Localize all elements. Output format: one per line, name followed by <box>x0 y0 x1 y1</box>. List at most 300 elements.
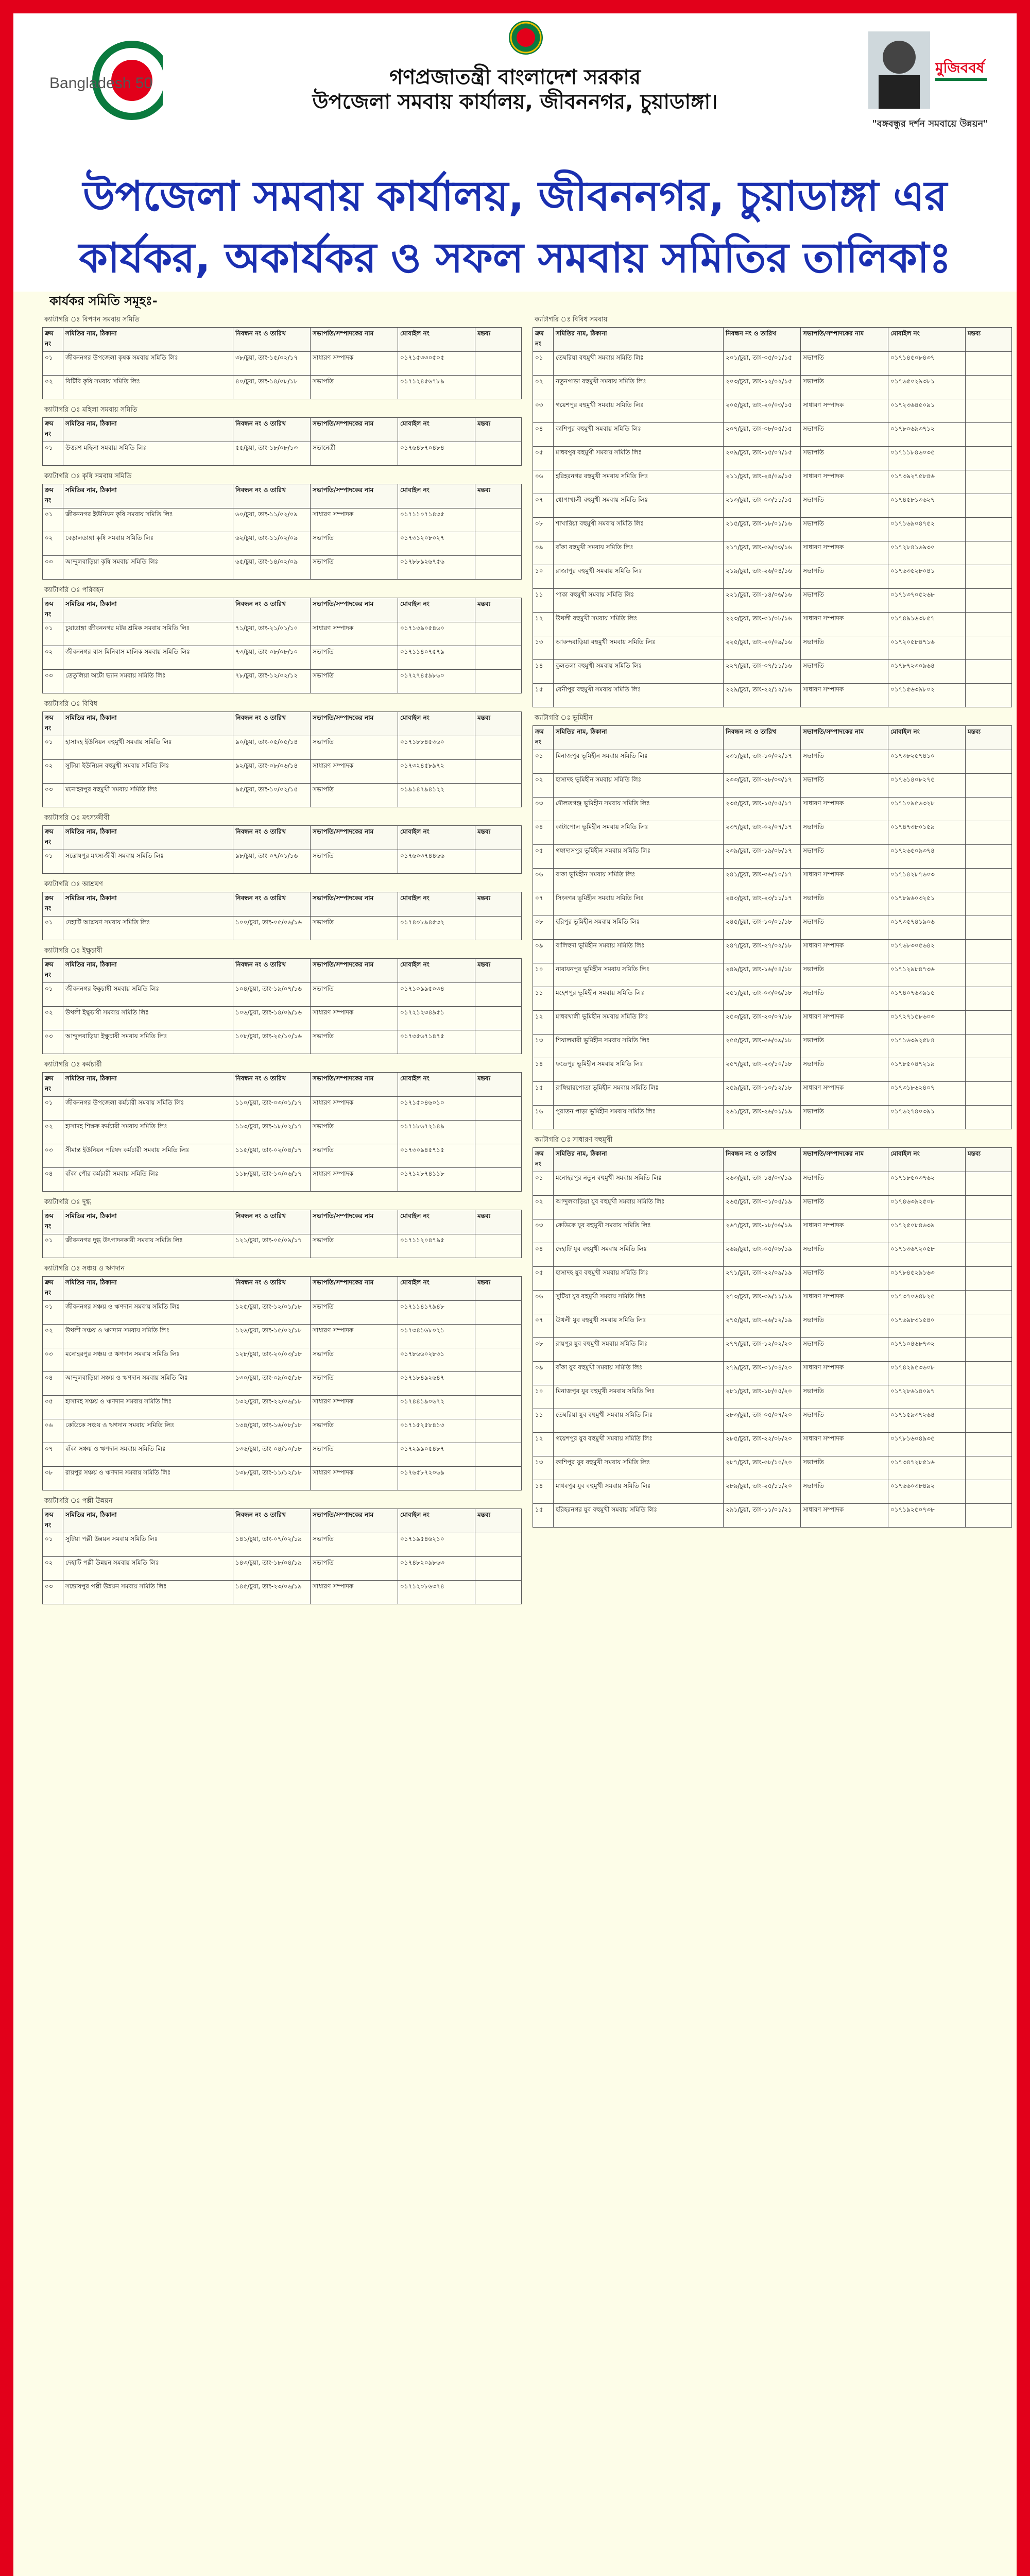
mujib-logo-text: মুজিববর্ষ <box>935 59 985 76</box>
officer-cell: সভাপতি <box>801 447 888 470</box>
remarks-cell <box>966 518 1012 541</box>
serial-cell: ১৪ <box>533 660 554 684</box>
table-row <box>533 821 1012 845</box>
category-group <box>533 312 1011 707</box>
mobile-cell: ০১৭৩১৮৬২৪০৭ <box>888 1082 966 1106</box>
society-name-cell: বেড়ালডাঙ্গা কৃষি সমবায় সমিতি লিঃ <box>63 532 233 556</box>
table-row <box>43 917 522 940</box>
serial-cell: ০৬ <box>43 1419 63 1443</box>
serial-cell: ০৯ <box>533 940 554 963</box>
registration-cell: ১০৪/চুয়া, তাং-১৯/০৭/১৬ <box>233 983 311 1007</box>
registration-cell: ৬০/চুয়া, তাং-১১/০২/০৯ <box>233 509 311 532</box>
serial-cell: ০১ <box>43 983 63 1007</box>
serial-cell: ১৫ <box>533 1082 554 1106</box>
table-row <box>533 845 1012 869</box>
remarks-cell <box>966 798 1012 821</box>
column-header: ক্রম নং <box>43 328 63 352</box>
table-row <box>533 1291 1012 1314</box>
table-row <box>533 1480 1012 1504</box>
society-table <box>42 1509 522 1604</box>
category-label: ক্যাটাগরি ঃ সাধারণ বহুমুখী <box>535 1136 613 1144</box>
table-row <box>43 1168 522 1192</box>
mobile-cell: ০১৭৬৫৮৭২০৬৯ <box>398 1467 475 1490</box>
column-header: ক্রম নং <box>43 598 63 622</box>
column-header: মন্তব্য <box>475 418 522 442</box>
column-header: মোবাইল নং <box>888 726 966 750</box>
column-header: মন্তব্য <box>966 1148 1012 1172</box>
table-row <box>533 1433 1012 1456</box>
serial-cell: ০১ <box>43 352 63 376</box>
column-header: সমিতির নাম, ঠিকানা <box>554 328 724 352</box>
officer-cell: সভাপতি <box>311 1533 398 1557</box>
table-header-row <box>43 826 522 850</box>
column-header: সভাপতি/সম্পাদকের নাম <box>311 892 398 917</box>
category-label: ক্যাটাগরি ঃ বিপণন সমবায় সমিতি <box>44 316 140 324</box>
officer-cell: সাধারণ সম্পাদক <box>311 1007 398 1030</box>
serial-cell: ০৫ <box>533 447 554 470</box>
mobile-cell: ০১৭৬৯৮৩১৫৪০ <box>888 1314 966 1338</box>
column-header: মোবাইল নং <box>398 1210 475 1234</box>
remarks-cell <box>966 352 1012 376</box>
mobile-cell: ০১৭১০৯৫৬৩২৮ <box>888 798 966 821</box>
officer-cell: সভাপতি <box>311 1144 398 1168</box>
serial-cell: ০৩ <box>43 1144 63 1168</box>
remarks-cell <box>966 1338 1012 1362</box>
mobile-cell: ০১৭৮৯৬০৩২৫১ <box>888 892 966 916</box>
column-header: সভাপতি/সম্পাদকের নাম <box>801 726 888 750</box>
mobile-cell: ০১৭৬৫০২৯৩৮১ <box>888 376 966 399</box>
society-name-cell: জীবননগর উপজেলা কৃষক সমবায় সমিতি লিঃ <box>63 352 233 376</box>
registration-cell: ২৪৭/চুয়া, তাং-২৭/০২/১৮ <box>724 940 801 963</box>
column-header: সমিতির নাম, ঠিকানা <box>554 726 724 750</box>
column-header: মন্তব্য <box>475 959 522 983</box>
officer-cell: সভাপতি <box>801 660 888 684</box>
table-header-row <box>533 1148 1012 1172</box>
officer-cell: সাধারণ সম্পাদক <box>311 1168 398 1192</box>
column-header: সমিতির নাম, ঠিকানা <box>63 598 233 622</box>
active-societies-heading: কার্যকর সমিতি সমূহঃ- <box>49 294 158 308</box>
officer-cell: সভাপতি <box>801 1058 888 1082</box>
page-title-line-2: কার্যকর, অকার্যকর ও সফল সমবায় সমিতির তালিকাঃ <box>79 234 951 282</box>
society-name-cell: কুলতলা বহুমুখী সমবায় সমিতি লিঃ <box>554 660 724 684</box>
registration-cell: ২৭৩/চুয়া, তাং-০৯/১১/১৯ <box>724 1291 801 1314</box>
officer-cell: সভাপতি <box>801 589 888 613</box>
category-label: ক্যাটাগরি ঃ দুগ্ধ <box>44 1198 91 1206</box>
mobile-cell: ০১৭১২৪৫৬৭৮৯ <box>398 376 475 399</box>
mobile-cell: ০১৭১৫২৫৮৪১৩ <box>398 1419 475 1443</box>
registration-cell: ২৪৫/চুয়া, তাং-১০/০১/১৮ <box>724 916 801 940</box>
table-header-row <box>43 328 522 352</box>
table-row <box>533 1219 1012 1243</box>
serial-cell: ০৪ <box>533 423 554 447</box>
table-row <box>533 565 1012 589</box>
officer-cell: সভাপতি <box>801 352 888 376</box>
society-name-cell: বাঁকা সঞ্চয় ও ঋণদান সমবায় সমিতি লিঃ <box>63 1443 233 1467</box>
column-header: সমিতির নাম, ঠিকানা <box>63 328 233 352</box>
society-name-cell: মিনাজপুর যুব বহুমুখী সমবায় সমিতি লিঃ <box>554 1385 724 1409</box>
category-label: ক্যাটাগরি ঃ আশ্রয়ণ <box>44 880 103 888</box>
serial-cell: ০৫ <box>43 1396 63 1419</box>
registration-cell: ১২৫/চুয়া, তাং-১২/০১/১৮ <box>233 1301 311 1325</box>
category-group <box>42 402 521 466</box>
table-row <box>533 1082 1012 1106</box>
column-header: সভাপতি/সম্পাদকের নাম <box>311 484 398 509</box>
serial-cell: ১২ <box>533 1433 554 1456</box>
column-header: সভাপতি/সম্পাদকের নাম <box>311 598 398 622</box>
table-row <box>533 684 1012 707</box>
serial-cell: ০৭ <box>533 892 554 916</box>
mobile-cell: ০১৭১৫৩৩০৫০৫ <box>398 352 475 376</box>
remarks-cell <box>966 869 1012 892</box>
mobile-cell: ০১৭১৯২৫০৭৩৮ <box>888 1504 966 1528</box>
registration-cell: ২১৩/চুয়া, তাং-০৩/১১/১৫ <box>724 494 801 518</box>
registration-cell: ২৫৫/চুয়া, তাং-০৬/০৯/১৮ <box>724 1035 801 1058</box>
table-row <box>43 1348 522 1372</box>
mobile-cell: ০১৭৩৪১৬৮০২১ <box>398 1325 475 1348</box>
column-header: ক্রম নং <box>43 712 63 736</box>
serial-cell: ০৮ <box>533 916 554 940</box>
remarks-cell <box>475 1301 522 1325</box>
society-name-cell: সুটিয়া যুব বহুমুখী সমবায় সমিতি লিঃ <box>554 1291 724 1314</box>
society-name-cell: দেহাটি আশ্রয়ণ সমবায় সমিতি লিঃ <box>63 917 233 940</box>
table-header-row <box>43 418 522 442</box>
officer-cell: সাধারণ সম্পাদক <box>311 622 398 646</box>
table-row <box>533 423 1012 447</box>
registration-cell: ২০৭/চুয়া, তাং-০৮/০৫/১৫ <box>724 423 801 447</box>
officer-cell: সভাপতি <box>311 850 398 874</box>
serial-cell: ০১ <box>43 509 63 532</box>
serial-cell: ০৪ <box>533 821 554 845</box>
mobile-cell: ০১৭১১৪০৭৫৭৯ <box>398 646 475 670</box>
society-name-cell: তেঘরিয়া বহুমুখী সমবায় সমিতি লিঃ <box>554 352 724 376</box>
serial-cell: ১২ <box>533 613 554 636</box>
society-name-cell: সুটিয়া ইউনিয়ন বহুমুখী সমবায় সমিতি লিঃ <box>63 760 233 784</box>
serial-cell: ০৩ <box>533 399 554 423</box>
society-name-cell: হরিপুর ভূমিহীন সমবায় সমিতি লিঃ <box>554 916 724 940</box>
society-table <box>42 484 522 580</box>
officer-cell: সাধারণ সম্পাদক <box>311 1325 398 1348</box>
column-header: মন্তব্য <box>475 1277 522 1301</box>
registration-cell: ২৪৯/চুয়া, তাং-১৬/০৪/১৮ <box>724 963 801 987</box>
mobile-cell: ০১৭৮৭২৩০৯৬৪ <box>888 660 966 684</box>
society-name-cell: জীবননগর উপজেলা কর্মচারী সমবায় সমিতি লিঃ <box>63 1097 233 1121</box>
serial-cell: ০৮ <box>533 518 554 541</box>
column-header: ক্রম নং <box>533 726 554 750</box>
remarks-cell <box>966 565 1012 589</box>
table-row <box>43 1121 522 1144</box>
registration-cell: ২৭৭/চুয়া, তাং-১২/০২/২০ <box>724 1338 801 1362</box>
mobile-cell: ০১৭৩৫৭৪১৯০৬ <box>888 916 966 940</box>
remarks-cell <box>966 845 1012 869</box>
society-name-cell: চুয়াডাঙ্গা জীবননগর মটর শ্রমিক সমবায় সমিতি লিঃ <box>63 622 233 646</box>
registration-cell: ২৩১/চুয়া, তাং-১০/০২/১৭ <box>724 750 801 774</box>
serial-cell: ১১ <box>533 589 554 613</box>
officer-cell: সভাপতি <box>311 556 398 580</box>
society-name-cell: পাকা বহুমুখী সমবায় সমিতি লিঃ <box>554 589 724 613</box>
table-row <box>533 774 1012 798</box>
registration-cell: ২০৩/চুয়া, তাং-১২/০২/১৫ <box>724 376 801 399</box>
serial-cell: ০৩ <box>43 1030 63 1054</box>
column-header: সভাপতি/সম্পাদকের নাম <box>311 1509 398 1533</box>
society-name-cell: মনোহরপুর নতুন বহুমুখী সমবায় সমিতি লিঃ <box>554 1172 724 1196</box>
mobile-cell: ০১৭৪২৯৫৩৬০৮ <box>888 1362 966 1385</box>
header <box>13 13 1017 292</box>
remarks-cell <box>966 1385 1012 1409</box>
remarks-cell <box>966 684 1012 707</box>
society-name-cell: হাসাদহ ভূমিহীন সমবায় সমিতি লিঃ <box>554 774 724 798</box>
officer-cell: সভাপতি <box>801 1035 888 1058</box>
officer-cell: সভাপতি <box>311 784 398 807</box>
slogan-text: "বঙ্গবন্ধুর দর্শন সমবায়ে উন্নয়ন" <box>872 118 988 129</box>
column-header: মন্তব্য <box>475 1210 522 1234</box>
serial-cell: ০৬ <box>533 1291 554 1314</box>
mobile-cell: ০১৭৮৫০৪৭২১৯ <box>888 1058 966 1082</box>
serial-cell: ১০ <box>533 565 554 589</box>
officer-cell: সভাপতি <box>311 983 398 1007</box>
officer-cell: সভানেত্রী <box>311 442 398 466</box>
table-row <box>43 1443 522 1467</box>
column-header: ক্রম নং <box>533 328 554 352</box>
column-header: মন্তব্য <box>475 598 522 622</box>
column-header: সমিতির নাম, ঠিকানা <box>63 826 233 850</box>
remarks-cell <box>475 1443 522 1467</box>
remarks-cell <box>966 1504 1012 1528</box>
column-header: মোবাইল নং <box>888 1148 966 1172</box>
mobile-cell: ০১৭১৫৯৩৭২৬৪ <box>888 1409 966 1433</box>
serial-cell: ০৪ <box>43 1372 63 1396</box>
remarks-cell <box>475 532 522 556</box>
serial-cell: ১৬ <box>533 1106 554 1129</box>
officer-cell: সভাপতি <box>801 774 888 798</box>
mobile-cell: ০১৭৪৬৩৯২৫০৮ <box>888 1196 966 1219</box>
remarks-cell <box>966 447 1012 470</box>
remarks-cell <box>966 1082 1012 1106</box>
table-header-row <box>43 712 522 736</box>
mobile-cell: ০১৭৪৪১৯০৬৭২ <box>398 1396 475 1419</box>
officer-cell: সভাপতি <box>311 1557 398 1581</box>
society-name-cell: আন্দুলবাড়িয়া কৃষি সমবায় সমিতি লিঃ <box>63 556 233 580</box>
serial-cell: ০১ <box>43 1533 63 1557</box>
society-name-cell: গঙ্গাদাসপুর ভূমিহীন সমবায় সমিতি লিঃ <box>554 845 724 869</box>
mobile-cell: ০১৭৮৪৫২৯১৬৩ <box>888 1267 966 1291</box>
remarks-cell <box>475 442 522 466</box>
serial-cell: ০২ <box>43 1557 63 1581</box>
column-header: মন্তব্য <box>475 1073 522 1097</box>
mobile-cell: ০১৭৪৭৩৮০১৫৯ <box>888 821 966 845</box>
registration-cell: ২৪৩/চুয়া, তাং-২৩/১১/১৭ <box>724 892 801 916</box>
table-row <box>43 850 522 874</box>
registration-cell: ২৮৭/চুয়া, তাং-০৮/১০/২০ <box>724 1456 801 1480</box>
column-header: মোবাইল নং <box>398 826 475 850</box>
table-header-row <box>43 598 522 622</box>
officer-cell: সভাপতি <box>311 670 398 693</box>
column-header: মোবাইল নং <box>398 892 475 917</box>
mobile-cell: ০১৭৬১৪০৮২৭৫ <box>888 774 966 798</box>
column-header: নিবন্ধন নং ও তারিখ <box>233 826 311 850</box>
remarks-cell <box>966 1172 1012 1196</box>
remarks-cell <box>966 1011 1012 1035</box>
serial-cell: ০১ <box>43 442 63 466</box>
remarks-cell <box>475 760 522 784</box>
serial-cell: ১২ <box>533 1011 554 1035</box>
registration-cell: ২৫১/চুয়া, তাং-০৩/০৬/১৮ <box>724 987 801 1011</box>
serial-cell: ০২ <box>533 774 554 798</box>
registration-cell: ২৬৩/চুয়া, তাং-১৪/০৩/১৯ <box>724 1172 801 1196</box>
serial-cell: ০৩ <box>43 1581 63 1604</box>
society-name-cell: মাধবখালী ভূমিহীন সমবায় সমিতি লিঃ <box>554 1011 724 1035</box>
society-name-cell: দেহাটি পল্লী উন্নয়ন সমবায় সমিতি লিঃ <box>63 1557 233 1581</box>
society-name-cell: বালিহুদা ভূমিহীন সমবায় সমিতি লিঃ <box>554 940 724 963</box>
registration-cell: ২৬১/চুয়া, তাং-২৬/০১/১৯ <box>724 1106 801 1129</box>
society-name-cell: কেডিকে সঞ্চয় ও ঋণদান সমবায় সমিতি লিঃ <box>63 1419 233 1443</box>
column-header: মোবাইল নং <box>398 418 475 442</box>
society-name-cell: কেডিকে যুব বহুমুখী সমবায় সমিতি লিঃ <box>554 1219 724 1243</box>
table-row <box>43 1007 522 1030</box>
society-name-cell: আন্দুলবাড়িয়া ইক্ষুচাষী সমবায় সমিতি লিঃ <box>63 1030 233 1054</box>
registration-cell: ২৭১/চুয়া, তাং-২২/০৯/১৯ <box>724 1267 801 1291</box>
remarks-cell <box>966 1035 1012 1058</box>
registration-cell: ১৪৫/চুয়া, তাং-২৩/০৬/১৯ <box>233 1581 311 1604</box>
registration-cell: ২০১/চুয়া, তাং-০৫/০১/১৫ <box>724 352 801 376</box>
table-row <box>43 1097 522 1121</box>
mobile-cell: ০১৭১১৪১৭৯৪৮ <box>398 1301 475 1325</box>
left-column <box>42 312 521 1607</box>
remarks-cell <box>966 1456 1012 1480</box>
officer-cell: সভাপতি <box>311 1372 398 1396</box>
remarks-cell <box>966 1362 1012 1385</box>
mobile-cell: ০১৯১৪৭৯৪১২২ <box>398 784 475 807</box>
serial-cell: ০৭ <box>533 1314 554 1338</box>
serial-cell: ০১ <box>533 1172 554 1196</box>
remarks-cell <box>475 1325 522 1348</box>
table-row <box>43 1467 522 1490</box>
mobile-cell: ০১৭১৩৯০৫৪৬০ <box>398 622 475 646</box>
registration-cell: ২১১/চুয়া, তাং-২৪/০৯/১৫ <box>724 470 801 494</box>
serial-cell: ০৩ <box>533 798 554 821</box>
officer-cell: সভাপতি <box>311 1348 398 1372</box>
registration-cell: ২৮৩/চুয়া, তাং-০৫/০৭/২০ <box>724 1409 801 1433</box>
registration-cell: ২৭৯/চুয়া, তাং-০১/০৪/২০ <box>724 1362 801 1385</box>
mobile-cell: ০১৭৬২৭৪০৩৯১ <box>888 1106 966 1129</box>
table-row <box>43 1372 522 1396</box>
officer-cell: সভাপতি <box>801 892 888 916</box>
society-name-cell: বাঁকা যুব বহুমুখী সমবায় সমিতি লিঃ <box>554 1362 724 1385</box>
column-header: মোবাইল নং <box>398 959 475 983</box>
society-table <box>42 958 522 1054</box>
remarks-cell <box>475 556 522 580</box>
officer-cell: সাধারণ সম্পাদক <box>801 869 888 892</box>
remarks-cell <box>966 963 1012 987</box>
officer-cell: সাধারণ সম্পাদক <box>311 1581 398 1604</box>
registration-cell: ১০৮/চুয়া, তাং-২৫/১০/১৬ <box>233 1030 311 1054</box>
remarks-cell <box>475 352 522 376</box>
column-header: মন্তব্য <box>966 328 1012 352</box>
registration-cell: ১১৮/চুয়া, তাং-১০/০৬/১৭ <box>233 1168 311 1192</box>
society-name-cell: সন্তোষপুর পল্লী উন্নয়ন সমবায় সমিতি লিঃ <box>63 1581 233 1604</box>
registration-cell: ২০৯/চুয়া, তাং-১৫/০৭/১৫ <box>724 447 801 470</box>
page-title-line-1: উপজেলা সমবায় কার্যালয়, জীবননগর, চুয়াডাঙ্গা এর <box>82 172 948 220</box>
table-row <box>533 660 1012 684</box>
table-row <box>43 509 522 532</box>
society-name-cell: রাজাপুর বহুমুখী সমবায় সমিতি লিঃ <box>554 565 724 589</box>
mobile-cell: ০১৭১০৯৯৫০৩৪ <box>398 983 475 1007</box>
table-row <box>43 532 522 556</box>
column-header: ক্রম নং <box>43 959 63 983</box>
remarks-cell <box>475 1581 522 1604</box>
remarks-cell <box>966 423 1012 447</box>
serial-cell: ০১ <box>43 1301 63 1325</box>
serial-cell: ০২ <box>43 1325 63 1348</box>
registration-cell: ১০০/চুয়া, তাং-০৫/০৬/১৬ <box>233 917 311 940</box>
officer-cell: সভাপতি <box>311 532 398 556</box>
column-header: ক্রম নং <box>43 1509 63 1533</box>
society-table <box>42 825 522 874</box>
officer-cell: সাধারণ সম্পাদক <box>801 1362 888 1385</box>
serial-cell: ১৩ <box>533 1035 554 1058</box>
category-label: ক্যাটাগরি ঃ কৃষি সমবায় সমিতি <box>44 472 132 480</box>
registration-cell: ২২১/চুয়া, তাং-১৪/০৬/১৬ <box>724 589 801 613</box>
society-table <box>42 892 522 940</box>
category-group <box>42 877 521 940</box>
serial-cell: ০৪ <box>533 1243 554 1267</box>
serial-cell: ০২ <box>43 1007 63 1030</box>
mobile-cell: ০১৭৪৫৮১৩৬২৭ <box>888 494 966 518</box>
serial-cell: ১৩ <box>533 1456 554 1480</box>
remarks-cell <box>475 1348 522 1372</box>
table-row <box>533 518 1012 541</box>
society-name-cell: মনোহরপুর সঞ্চয় ও ঋণদান সমবায় সমিতি লিঃ <box>63 1348 233 1372</box>
column-header: সমিতির নাম, ঠিকানা <box>63 712 233 736</box>
mobile-cell: ০১৭২৭১৫৮৬০৩ <box>888 1011 966 1035</box>
remarks-cell <box>966 1433 1012 1456</box>
officer-cell: সাধারণ সম্পাদক <box>801 1291 888 1314</box>
column-header: ক্রম নং <box>43 1210 63 1234</box>
column-header: নিবন্ধন নং ও তারিখ <box>233 1509 311 1533</box>
society-name-cell: বাঁকা বহুমুখী সমবায় সমিতি লিঃ <box>554 541 724 565</box>
category-label: ক্যাটাগরি ঃ ইক্ষুচাষী <box>44 947 102 955</box>
table-row <box>43 1533 522 1557</box>
mobile-cell: ০১৭৩৪৭২৮৫১৬ <box>888 1456 966 1480</box>
table-row <box>533 1504 1012 1528</box>
remarks-cell <box>475 646 522 670</box>
table-row <box>533 1409 1012 1433</box>
registration-cell: ২৩৭/চুয়া, তাং-০২/০৭/১৭ <box>724 821 801 845</box>
serial-cell: ০১ <box>43 736 63 760</box>
society-table <box>42 711 522 807</box>
serial-cell: ০৭ <box>43 1443 63 1467</box>
society-name-cell: জীবননগর সঞ্চয় ও ঋণদান সমবায় সমিতি লিঃ <box>63 1301 233 1325</box>
column-header: মোবাইল নং <box>398 328 475 352</box>
table-row <box>533 470 1012 494</box>
remarks-cell <box>966 399 1012 423</box>
column-header: সমিতির নাম, ঠিকানা <box>63 1509 233 1533</box>
mobile-cell: ০১৭৩৮২৫৭৪১০ <box>888 750 966 774</box>
remarks-cell <box>475 1007 522 1030</box>
officer-cell: সভাপতি <box>311 1121 398 1144</box>
column-header: মোবাইল নং <box>398 484 475 509</box>
column-header: ক্রম নং <box>43 418 63 442</box>
table-row <box>533 352 1012 376</box>
mobile-cell: ০১৭১৮৪৯২৬৪৭ <box>398 1372 475 1396</box>
society-name-cell: রায়পুর যুব বহুমুখী সমবায় সমিতি লিঃ <box>554 1338 724 1362</box>
column-header: সমিতির নাম, ঠিকানা <box>63 484 233 509</box>
officer-cell: সাধারণ সম্পাদক <box>801 399 888 423</box>
society-table <box>42 327 522 399</box>
remarks-cell <box>475 1533 522 1557</box>
mobile-cell: ০১৭১৮৮৪৫৩৬০ <box>398 736 475 760</box>
column-header: নিবন্ধন নং ও তারিখ <box>233 598 311 622</box>
officer-cell: সাধারণ সম্পাদক <box>311 760 398 784</box>
